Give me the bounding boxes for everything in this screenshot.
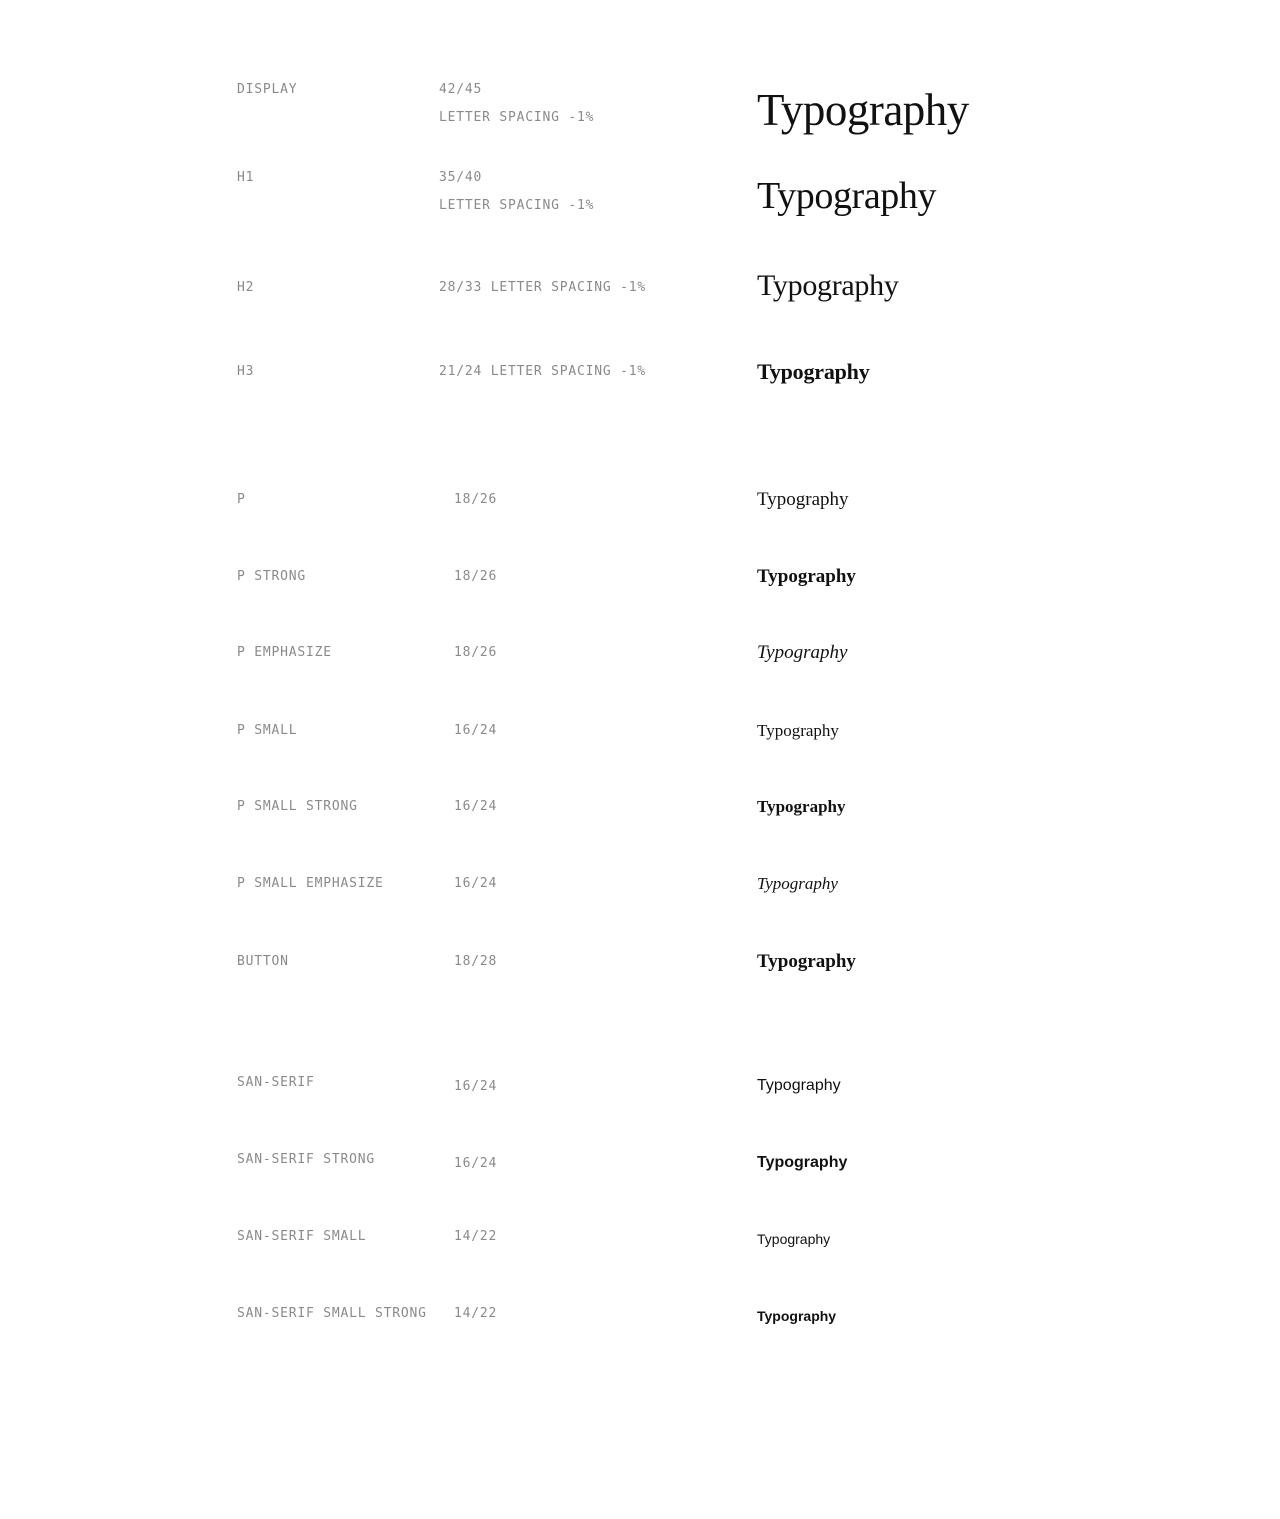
size-spec: 21/24 LETTER SPACING -1%	[439, 364, 647, 379]
style-name: BUTTON	[237, 954, 289, 969]
spec-row-p-small-emphasize	[0, 870, 1280, 902]
size-spec: 16/24	[454, 1156, 498, 1171]
size-spec: 18/26	[454, 569, 498, 584]
style-name: P SMALL	[237, 723, 298, 738]
type-sample: Typography	[757, 1154, 848, 1171]
spec-row-button	[0, 948, 1280, 980]
size-spec: 14/22	[454, 1229, 498, 1244]
style-name: P SMALL STRONG	[237, 799, 358, 814]
spec-row-p-small-strong	[0, 793, 1280, 825]
size-spec: 16/24	[454, 1079, 498, 1094]
type-sample: Typography	[757, 642, 848, 663]
style-name: SAN-SERIF STRONG	[237, 1152, 376, 1167]
type-sample: Typography	[757, 874, 838, 893]
size-spec: 18/26	[454, 492, 498, 507]
type-sample: Typography	[757, 721, 839, 740]
spec-row-display	[0, 76, 1280, 146]
size-spec: 14/22	[454, 1306, 498, 1321]
style-name: P EMPHASIZE	[237, 645, 332, 660]
type-sample: Typography	[757, 951, 856, 972]
type-sample: Typography	[757, 489, 849, 510]
style-name: H2	[237, 280, 255, 295]
size-spec: 18/28	[454, 954, 498, 969]
style-name: DISPLAY	[237, 82, 298, 97]
spec-row-san-serif-strong	[0, 1146, 1280, 1178]
spec-row-san-serif-small	[0, 1223, 1280, 1255]
style-name: P SMALL EMPHASIZE	[237, 876, 384, 891]
size-spec: 16/24	[454, 799, 498, 814]
spec-row-p-emphasize	[0, 639, 1280, 671]
type-sample: Typography	[757, 269, 899, 302]
spec-row-p	[0, 486, 1280, 518]
spec-row-san-serif	[0, 1069, 1280, 1101]
type-sample: Typography	[757, 566, 856, 587]
style-name: P	[237, 492, 246, 507]
type-sample: Typography	[757, 1231, 831, 1247]
size-spec	[439, 164, 594, 220]
type-sample: Typography	[757, 1077, 841, 1094]
style-name: P STRONG	[237, 569, 307, 584]
size-spec	[439, 76, 594, 132]
spec-row-p-small	[0, 717, 1280, 749]
size-spec: 16/24	[454, 876, 498, 891]
type-sample: Typography	[757, 797, 846, 816]
letter-spacing: LETTER SPACING -1%	[439, 198, 595, 213]
type-sample: Typography	[757, 1308, 837, 1324]
type-sample: Typography	[757, 175, 937, 217]
letter-spacing: LETTER SPACING -1%	[439, 110, 595, 125]
style-name: SAN-SERIF	[237, 1075, 315, 1090]
size-line-height: 42/45	[439, 82, 483, 97]
style-name: H1	[237, 170, 255, 185]
size-line-height: 35/40	[439, 170, 483, 185]
size-spec: 18/26	[454, 645, 498, 660]
type-sample: Typography	[757, 359, 870, 384]
style-name: SAN-SERIF SMALL	[237, 1229, 367, 1244]
size-spec: 16/24	[454, 723, 498, 738]
spec-row-h3	[0, 352, 1280, 392]
style-name: H3	[237, 364, 255, 379]
spec-row-h1	[0, 164, 1280, 234]
style-name: SAN-SERIF SMALL STRONG	[237, 1306, 427, 1321]
size-spec: 28/33 LETTER SPACING -1%	[439, 280, 647, 295]
spec-row-h2	[0, 264, 1280, 312]
spec-row-p-strong	[0, 563, 1280, 595]
type-sample: Typography	[757, 85, 969, 135]
spec-row-san-serif-small-strong	[0, 1300, 1280, 1332]
